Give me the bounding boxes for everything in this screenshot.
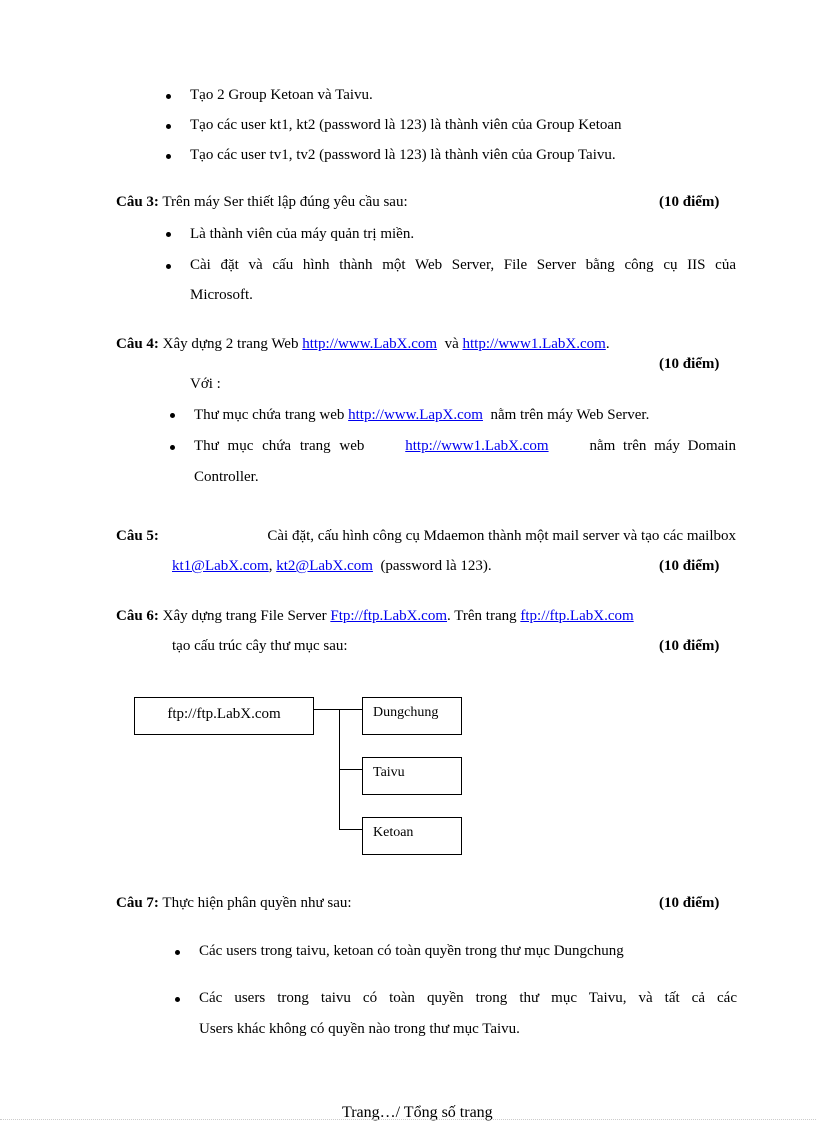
bullet-dot [166, 154, 171, 159]
tree-child-label: Ketoan [373, 825, 414, 840]
list-item-continuation: Users khác không có quyền nào trong thư mục Taivu. [199, 1021, 520, 1037]
bullet-dot [175, 997, 180, 1002]
bullet-dot [170, 445, 175, 450]
link-labx[interactable]: http://www.LabX.com [302, 336, 438, 352]
tree-child-box [362, 817, 462, 855]
question-text: (password là 123). [380, 558, 492, 574]
question-text: Xây dựng 2 trang Web [162, 336, 299, 352]
list-item: Các users trong taivu có toàn quyền trong thư mục Taivu, và tất cả các [199, 990, 737, 1006]
mailbox-link[interactable]: kt1@LabX.com [172, 558, 269, 574]
list-item-continuation: Microsoft. [190, 287, 253, 303]
tree-root-label: ftp://ftp.LabX.com [167, 706, 281, 722]
list-item-text: Thư mục chứa trang web [194, 407, 345, 423]
bullet-dot [170, 413, 175, 418]
tree-root-box [134, 697, 314, 735]
list-item-continuation: Controller. [194, 469, 259, 485]
question-text: . [605, 336, 610, 352]
question-7 [116, 894, 352, 912]
points-label: (10 điểm) [659, 895, 720, 911]
with-label: Với : [190, 376, 221, 392]
list-item: Các users trong taivu, ketoan có toàn quyền trong thư mục Dungchung [199, 943, 624, 959]
separator: , [268, 558, 273, 574]
link-lapx[interactable]: http://www.LapX.com [348, 407, 483, 423]
tree-child-box [362, 757, 462, 795]
ftp-link[interactable]: Ftp://ftp.LabX.com [330, 608, 448, 624]
footer-rule [0, 1119, 816, 1120]
question-label: Câu 3: [116, 194, 159, 210]
bullet-dot [166, 94, 171, 99]
question-text: tạo cấu trúc cây thư mục sau: [172, 638, 348, 654]
list-item-text: Thư mục chứa trang web [194, 438, 365, 454]
list-item: Tạo 2 Group Ketoan và Taivu. [190, 87, 373, 103]
list-item: Là thành viên của máy quản trị miền. [190, 226, 415, 242]
list-item-text: nằm trên máy Domain [589, 438, 736, 454]
connector-line [339, 769, 363, 770]
tree-child-box [362, 697, 462, 735]
question-5 [116, 527, 736, 545]
bullet-dot [166, 264, 171, 269]
ftp-link[interactable]: ftp://ftp.LabX.com [520, 608, 634, 624]
link-labx-www1[interactable]: http://www1.LabX.com [405, 438, 549, 454]
question-text: Xây dựng trang File Server [162, 608, 327, 624]
list-item: Tạo các user kt1, kt2 (password là 123) là thành viên của Group Ketoan [190, 117, 622, 133]
mailbox-link[interactable]: kt2@LabX.com [276, 558, 373, 574]
bullet-dot [166, 232, 171, 237]
question-6 [116, 607, 634, 625]
page-footer: Trang…/ Tổng số trang [342, 1104, 493, 1121]
connector-line [339, 829, 363, 830]
question-text: Cài đặt, cấu hình công cụ Mdaemon thành một mail server và tạo các mailbox [267, 528, 736, 544]
tree-child-label: Taivu [373, 765, 405, 780]
question-label: Câu 5: [116, 528, 159, 544]
question-3 [116, 193, 408, 211]
question-5-line2 [172, 557, 492, 575]
points-label: (10 điểm) [659, 558, 720, 574]
link-labx-www1[interactable]: http://www1.LabX.com [462, 336, 606, 352]
points-label: (10 điểm) [659, 194, 720, 210]
question-label: Câu 4: [116, 336, 159, 352]
list-item: Cài đặt và cấu hình thành một Web Server, File Server bằng công cụ IIS của [190, 257, 736, 273]
bullet-dot [166, 124, 171, 129]
points-label: (10 điểm) [659, 638, 720, 654]
tree-child-label: Dungchung [373, 705, 439, 720]
question-text: Trên máy Ser thiết lập đúng yêu cầu sau: [162, 194, 408, 210]
bullet-dot [175, 950, 180, 955]
question-label: Câu 6: [116, 608, 159, 624]
question-4 [116, 335, 610, 353]
list-item-text: nằm trên máy Web Server. [490, 407, 650, 423]
list-item [194, 437, 736, 455]
points-label: (10 điểm) [659, 356, 720, 372]
question-text: Thực hiện phân quyền như sau: [162, 895, 352, 911]
list-item: Tạo các user tv1, tv2 (password là 123) là thành viên của Group Taivu. [190, 147, 616, 163]
question-label: Câu 7: [116, 895, 159, 911]
list-item [194, 406, 649, 424]
question-text: và [444, 336, 459, 352]
question-text: . Trên trang [447, 608, 517, 624]
